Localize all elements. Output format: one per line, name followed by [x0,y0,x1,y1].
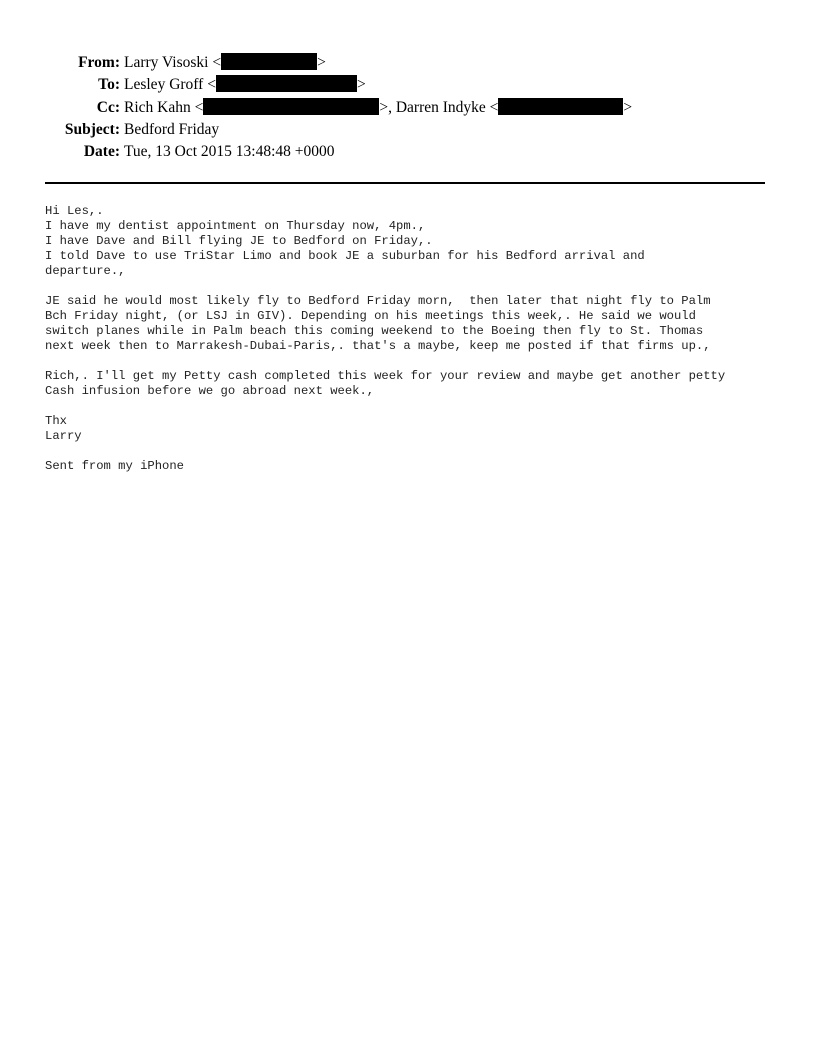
cc-name-1: Rich Kahn < [124,98,204,116]
from-name: Larry Visoski < [124,54,222,71]
body-line: Cash infusion before we go abroad next week., [45,384,375,398]
to-close: > [356,76,366,94]
cc-close: > [623,98,633,116]
date-row [0,141,816,163]
from-close: > [317,54,326,71]
body-line [45,354,785,369]
header-divider [45,182,765,184]
body-line [45,444,785,459]
body-line [45,279,785,294]
to-label: To: [98,76,120,94]
date-label: Date: [83,143,120,161]
cc-separator: >, Darren Indyke < [379,98,499,116]
body-line: switch planes while in Palm beach this coming weekend to the Boeing then fly to St. Thomas [45,324,704,338]
date-value: Tue, 13 Oct 2015 13:48:48 +0000 [124,143,335,161]
subject-row [0,119,816,141]
cc-row [0,97,816,119]
to-name: Lesley Groff < [124,76,216,94]
from-row [0,52,816,74]
subject-label: Subject: [64,120,120,138]
body-line: I have my dentist appointment on Thursday now, 4pm., [45,219,426,233]
body-line: Hi Les,. [45,204,104,218]
body-line: I told Dave to use TriStar Limo and book JE a suburban for his Bedford arrival and [45,249,645,263]
body-line: JE said he would most likely fly to Bedford Friday morn, then later that night fly to Palm [45,294,711,308]
redaction-bar [221,53,317,70]
body-line: Bch Friday night, (or LSJ in GIV). Depending on his meetings this week,. He said we would [45,309,696,323]
body-line: Thx [45,414,67,428]
redaction-bar [203,98,379,115]
body-line: Rich,. I'll get my Petty cash completed this week for your review and maybe get another petty [45,369,726,383]
email-body [45,204,785,474]
body-line: Larry [45,429,82,443]
body-line [45,399,785,414]
body-line: departure., [45,264,126,278]
body-line: Sent from my iPhone [45,459,184,473]
to-row [0,74,816,96]
redaction-bar [216,75,357,92]
redaction-bar [498,98,623,115]
from-label: From: [78,54,120,71]
subject-value: Bedford Friday [124,120,220,138]
email-header [0,52,816,163]
body-line: next week then to Marrakesh-Dubai-Paris,. that's a maybe, keep me posted if that firms up., [45,339,711,353]
body-line: I have Dave and Bill flying JE to Bedford on Friday,. [45,234,433,248]
cc-label: Cc: [96,98,120,116]
